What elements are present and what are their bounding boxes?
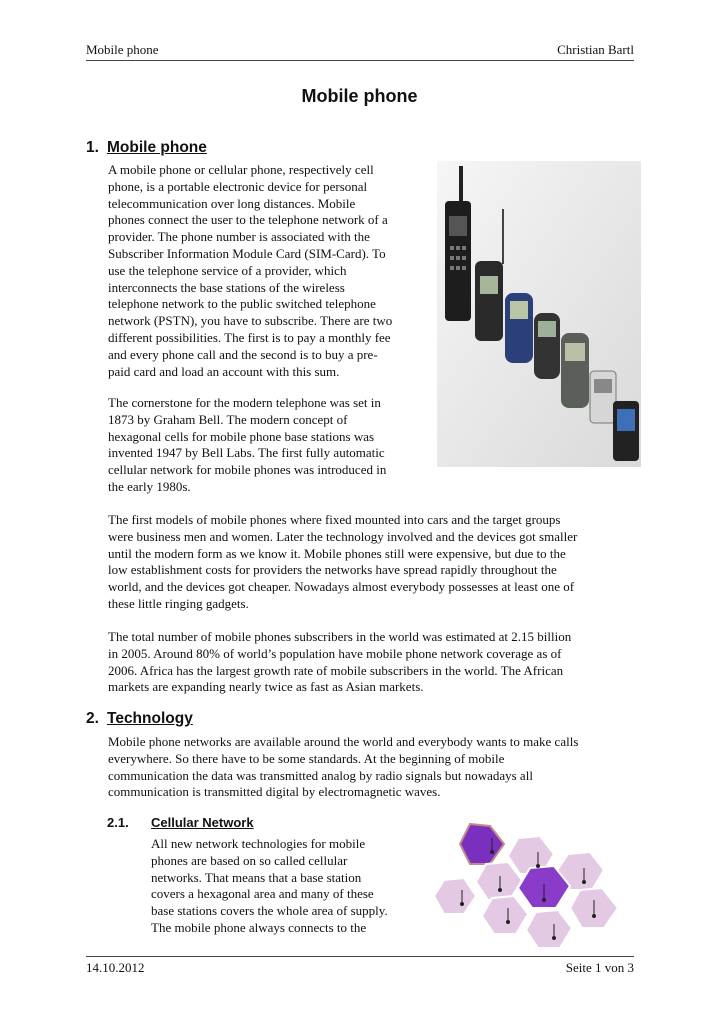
hexagonal-cells-diagram [432, 812, 628, 952]
text-line: communication is transmitted digital by electromagnetic waves. [108, 784, 441, 800]
section-1-paragraph-4 [108, 629, 638, 696]
text-line: markets are expanding nearly twice as fast as Asian markets. [108, 679, 424, 695]
text-line: invented 1947 by Bell Labs. The first fully automatic [108, 445, 385, 461]
text-line: telephone network to the public switched telephone [108, 296, 376, 312]
text-line: telecommunication over long distances. Mobile [108, 195, 356, 211]
text-line: low establishment costs for providers the networks have spread rapidly throughout the [108, 562, 557, 578]
section-1-heading [86, 139, 207, 157]
text-line: these little ringing gadgets. [108, 595, 249, 611]
section-2-title: Technology [107, 710, 193, 727]
cell-hexagon [482, 896, 528, 934]
text-line: provider. The phone number is associated with the [108, 229, 370, 245]
text-line: Mobile phone networks are available around the world and everybody wants to make calls [108, 734, 579, 749]
text-line: world, and the devices got cheaper. Nowadays almost everybody possesses at least one of [108, 579, 575, 595]
page-header [86, 42, 634, 61]
text-line: The mobile phone always connects to the [151, 919, 367, 935]
subsection-2-1-title: Cellular Network [151, 815, 254, 830]
subsection-2-1-paragraph [151, 836, 431, 937]
text-line: and every phone call and the second is to buy a pre- [108, 346, 378, 362]
header-author: Christian Bartl [557, 42, 634, 57]
section-1-title: Mobile phone [107, 139, 207, 156]
page-footer [86, 956, 634, 975]
text-line: The cornerstone for the modern telephone was set in [108, 395, 381, 410]
document-title: Mobile phone [301, 86, 418, 106]
section-2-paragraph-1 [108, 734, 638, 801]
cell-hexagon [434, 878, 476, 914]
text-line: 1873 by Graham Bell. The modern concept of [108, 411, 348, 427]
text-line: cellular network for mobile phones was introduced in [108, 462, 387, 478]
text-line: phones are based on so called cellular [151, 852, 348, 868]
subsection-2-1-heading [107, 815, 254, 830]
text-line: networks. That means that a base station [151, 869, 362, 885]
text-line: Subscriber Information Module Card (SIM-Card). To [108, 245, 386, 261]
section-1-paragraph-3 [108, 512, 638, 613]
section-1-number: 1. [86, 139, 99, 156]
text-line: paid card and load an account with this sum. [108, 363, 340, 379]
footer-page-number: Seite 1 von 3 [565, 960, 634, 975]
text-line: use the telephone service of a provider, which [108, 262, 347, 278]
section-1-paragraph-2 [108, 395, 438, 496]
section-2-number: 2. [86, 710, 99, 727]
section-2-heading [86, 710, 193, 728]
text-line: base stations covers the whole area of supply. [151, 903, 388, 919]
text-line: in 2005. Around 80% of world’s population have mobile phone network coverage as of [108, 645, 562, 661]
text-line: All new network technologies for mobile [151, 836, 366, 851]
text-line: The total number of mobile phones subscribers in the world was estimated at 2.15 billion [108, 629, 572, 644]
text-line: the early 1980s. [108, 478, 191, 494]
header-doc-title: Mobile phone [86, 42, 159, 57]
text-line: communication the data was transmitted analog by radio signals but nowadays all [108, 767, 533, 783]
text-line: The first models of mobile phones where fixed mounted into cars and the target groups [108, 512, 561, 527]
text-line: different possibilities. The first is to pay a monthly fee [108, 329, 391, 345]
text-line: interconnects the base stations of the wireless [108, 279, 345, 295]
text-line: 2006. Africa has the largest growth rate of mobile subscribers in the world. The African [108, 662, 564, 678]
text-line: hexagonal cells for mobile phone base stations was [108, 428, 375, 444]
footer-date: 14.10.2012 [86, 960, 145, 975]
text-line: were business men and women. Later the technology involved and the devices got smaller [108, 528, 578, 544]
cell-hexagon [526, 910, 572, 948]
text-line: A mobile phone or cellular phone, respectively cell [108, 162, 374, 177]
cell-hexagon [460, 824, 504, 864]
text-line: everywhere. So there have to be some standards. At the beginning of mobile [108, 750, 505, 766]
text-line: covers a hexagonal area and many of these [151, 886, 374, 902]
subsection-2-1-number: 2.1. [107, 815, 129, 830]
text-line: phone, is a portable electronic device for personal [108, 178, 368, 194]
text-line: until the modern form as we know it. Mobile phones still were expensive, but due to the [108, 545, 566, 561]
mobile-phones-evolution-photo [437, 161, 641, 467]
text-line: phones connect the user to the telephone network of a [108, 212, 388, 228]
section-1-paragraph-1 [108, 162, 438, 380]
text-line: network (PSTN), you have to subscribe. There are two [108, 313, 393, 329]
